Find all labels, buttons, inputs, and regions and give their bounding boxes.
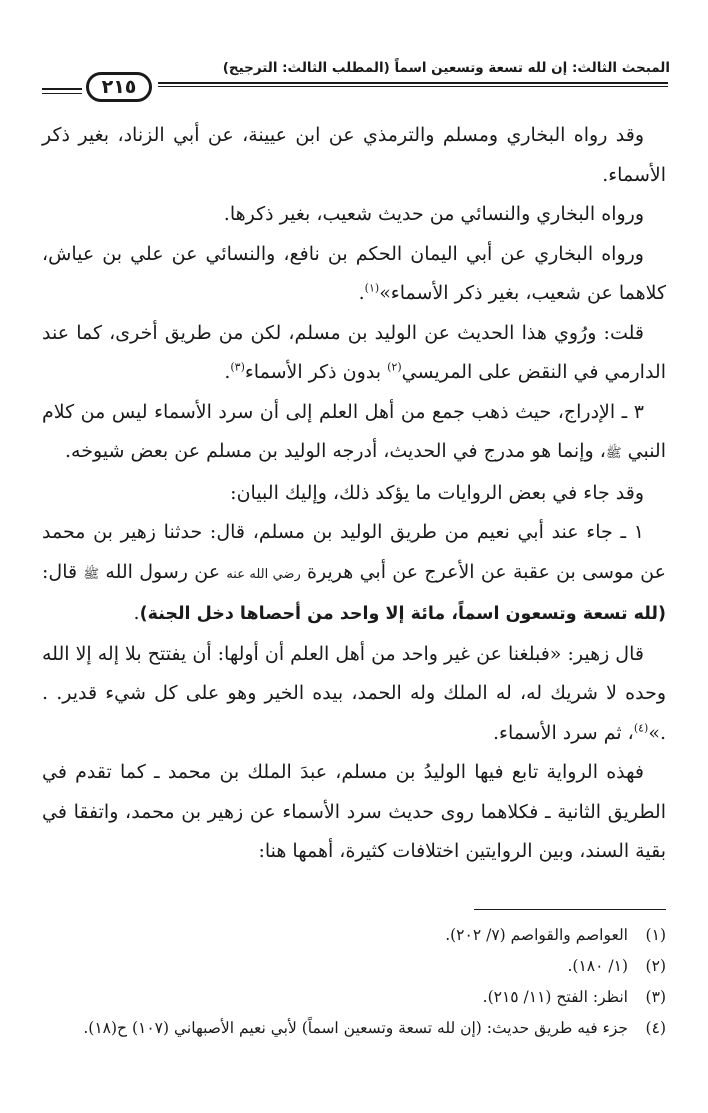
- paragraph-text: قلت: ورُوي هذا الحديث عن الوليد بن مسلم، لكن من طريق أخرى، كما عند الدارمي في النقض على المريسي: [42, 321, 666, 383]
- paragraph-text: ، وإنما هو مدرج في الحديث، أدرجه الوليد بن مسلم عن بعض شيوخه.: [64, 440, 606, 462]
- paragraph: [42, 195, 666, 235]
- honorific-glyph: ﷺ: [83, 566, 100, 582]
- paragraph-text: فهذه الرواية تابع فيها الوليدُ بن مسلم، عبدَ الملك بن محمد ـ كما تقدم في الطريق الثانية ـ فكلاهما روى حديث سرد الأسماء عن زهير بن محمد، واتفقا في بقية السند، وبين الروايتين اختلافات كثيرة، أهمها هنا:: [42, 761, 666, 862]
- paragraph: [42, 235, 666, 314]
- header-rule: [158, 82, 668, 84]
- paragraph: [42, 314, 666, 393]
- paragraph-text: عن رسول الله: [99, 560, 227, 583]
- honorific-glyph: رضي الله عنه: [226, 566, 301, 582]
- paragraph-text: ، ثم سرد الأسماء.: [492, 721, 634, 744]
- footnote-number: (٢): [645, 957, 666, 975]
- paragraph-text: قال زهير: «فبلغنا عن غير واحد من أهل العلم أن أولها: أن يفتتح بلا إله إلا الله وحده لا شريك له، له الملك وله الحمد، بيده الخير وهو على كل شيء قدير. . .»: [42, 642, 666, 744]
- footnote-separator: [474, 909, 666, 910]
- footnote-number: (١): [645, 926, 666, 944]
- footnote-ref: (٤): [633, 721, 649, 735]
- paragraph-text: وقد جاء في بعض الروايات ما يؤكد ذلك، وإليك البيان:: [230, 481, 644, 504]
- body-text: [42, 116, 666, 872]
- footnote-number: (٣): [645, 988, 666, 1006]
- page-number-rule-thin: [42, 93, 82, 94]
- paragraph-text: ورواه البخاري عن أبي اليمان الحكم بن نافع، والنسائي عن علي بن عياش، كلاهما عن شعيب، بغير ذكر الأسماء»: [42, 242, 666, 304]
- paragraph: [42, 393, 666, 474]
- footnote: [42, 951, 666, 982]
- paragraph-text: وقد رواه البخاري ومسلم والترمذي عن ابن عيينة، عن أبي الزناد، بغير ذكر الأسماء.: [42, 124, 666, 186]
- paragraph: [42, 513, 666, 635]
- page-number: ٢١٥: [86, 72, 152, 102]
- footnote: [42, 982, 666, 1013]
- paragraph: [42, 635, 666, 754]
- paragraph: [42, 474, 666, 514]
- footnote: [42, 1013, 666, 1044]
- paragraph: [42, 753, 666, 872]
- footnote-ref: (١): [364, 281, 380, 295]
- paragraph-text: ورواه البخاري والنسائي من حديث شعيب، بغير ذكرها.: [223, 203, 644, 225]
- footnotes: [42, 920, 666, 1044]
- footnote-text: انظر: الفتح (١١/ ٢١٥).: [482, 988, 628, 1006]
- footnote-ref: (٢): [387, 360, 402, 374]
- punctuation: .: [358, 282, 365, 304]
- paragraph-text: قال:: [42, 560, 84, 583]
- honorific-glyph: ﷺ: [605, 446, 622, 461]
- paragraph-text: بدون ذكر الأسماء: [244, 361, 388, 383]
- punctuation: .: [133, 602, 140, 624]
- footnote-text: (١/ ١٨٠).: [567, 957, 628, 975]
- footnote-ref: (٣): [230, 360, 245, 374]
- footnote: [42, 920, 666, 951]
- footnote-text: العواصم والقواصم (٧/ ٢٠٢).: [445, 926, 628, 944]
- running-header: المبحث الثالث: إن لله تسعة وتسعين اسماً (المطلب الثالث: الترجيح): [222, 60, 670, 76]
- paragraph: [42, 116, 666, 195]
- footnote-number: (٤): [645, 1019, 666, 1037]
- paragraph-text: ١ ـ جاء عند أبي نعيم من طريق الوليد بن مسلم، قال: حدثنا زهير بن محمد عن موسى بن عقبة عن الأعرج عن أبي هريرة: [42, 521, 666, 583]
- punctuation: .: [224, 361, 231, 383]
- page-number-rule: [42, 88, 82, 90]
- header-rule-thin: [158, 86, 668, 87]
- paragraph-text: ٣ ـ الإدراج، حيث ذهب جمع من أهل العلم إلى أن سرد الأسماء ليس من كلام النبي: [42, 400, 666, 462]
- footnote-text: جزء فيه طريق حديث: (إن لله تسعة وتسعين اسماً) لأبي نعيم الأصبهاني (١٠٧) ح(١٨).: [83, 1019, 628, 1037]
- hadith-quote: (لله تسعة وتسعون اسماً، مائة إلا واحد من أحصاها دخل الجنة): [139, 604, 666, 624]
